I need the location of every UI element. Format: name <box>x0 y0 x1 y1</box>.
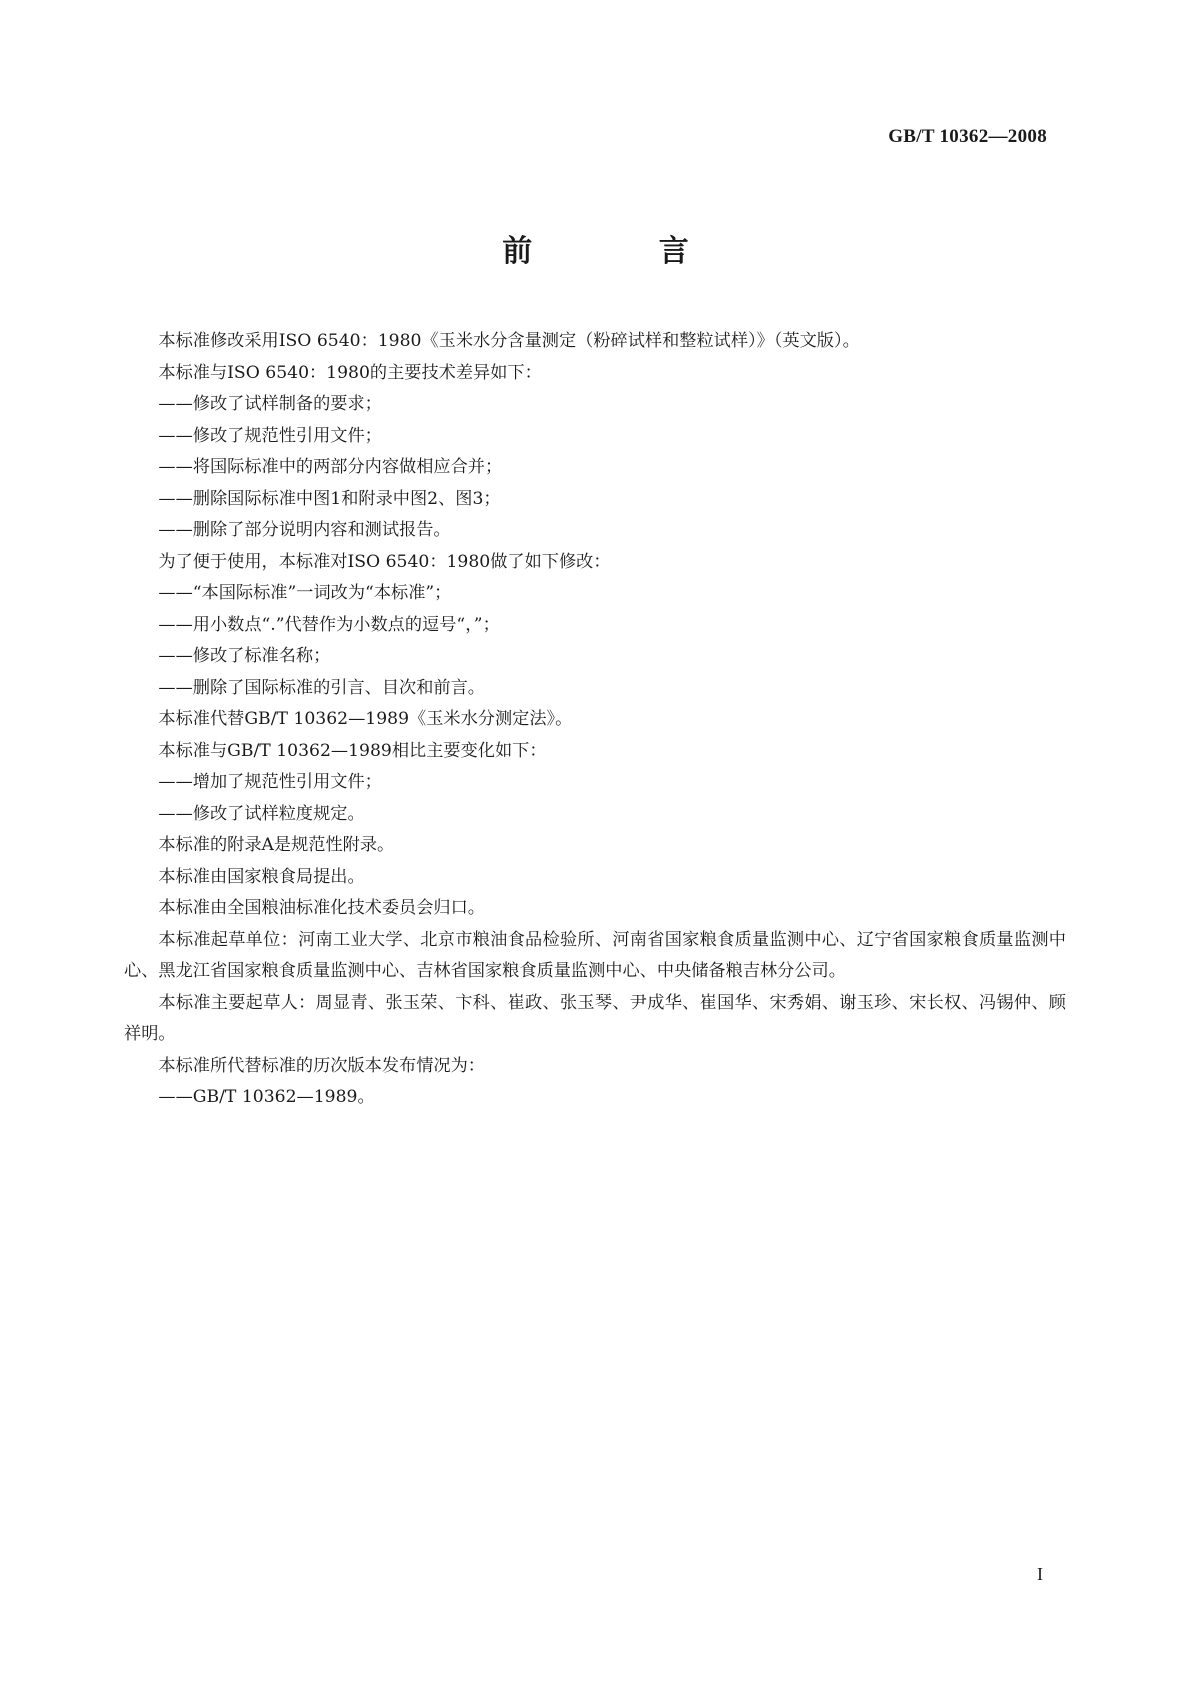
list-item: ——修改了试样粒度规定。 <box>158 803 365 824</box>
paragraph: 本标准的附录A是规范性附录。 <box>158 835 395 855</box>
paragraph: 为了便于使用，本标准对ISO 6540：1980做了如下修改： <box>158 551 611 572</box>
list-item: ——修改了试样制备的要求； <box>158 394 382 414</box>
list-item: ——用小数点“.”代替作为小数点的逗号“，”； <box>158 614 500 635</box>
paragraph: 本标准所代替标准的历次版本发布情况为： <box>158 1055 485 1076</box>
paragraph: 本标准由国家粮食局提出。 <box>158 866 365 887</box>
list-item: ——删除国际标准中图1和附录中图2、图3； <box>158 488 501 509</box>
page-number: I <box>1037 1564 1043 1584</box>
drafting-units-paragraph: 本标准起草单位：河南工业大学、北京市粮油食品检验所、河南省国家粮食质量监测中心、辽宁省国家粮食质量监测中心、黑龙江省国家粮食质量监测中心、吉林省国家粮食质量监测中心、中央储备粮吉林分公司。 <box>124 929 1066 981</box>
list-item: ——GB/T 10362—1989。 <box>158 1087 375 1107</box>
list-item: ——删除了国际标准的引言、目次和前言。 <box>158 677 485 698</box>
paragraph: 本标准由全国粮油标准化技术委员会归口。 <box>158 898 485 918</box>
list-item: ——将国际标准中的两部分内容做相应合并； <box>158 457 503 477</box>
standard-code: GB/T 10362—2008 <box>888 126 1047 147</box>
paragraph: 本标准代替GB/T 10362—1989《玉米水分测定法》。 <box>158 709 573 729</box>
paragraph: 本标准修改采用ISO 6540：1980《玉米水分含量测定（粉碎试样和整粒试样）》（英文版）。 <box>158 331 860 351</box>
list-item: ——删除了部分说明内容和测试报告。 <box>158 520 451 540</box>
foreword-body <box>124 326 1066 1114</box>
list-item: ——修改了规范性引用文件； <box>158 425 382 446</box>
page-title: 前 言 <box>502 234 747 269</box>
list-item: ——“本国际标准”一词改为“本标准”； <box>158 583 452 603</box>
paragraph: 本标准与ISO 6540：1980的主要技术差异如下： <box>158 362 542 383</box>
list-item: ——修改了标准名称； <box>158 646 331 666</box>
list-item: ——增加了规范性引用文件； <box>158 772 382 792</box>
paragraph: 本标准与GB/T 10362—1989相比主要变化如下： <box>158 740 547 761</box>
drafters-paragraph: 本标准主要起草人：周显青、张玉荣、卞科、崔政、张玉琴、尹成华、崔国华、宋秀娟、谢玉珍、宋长权、冯锡仲、顾祥明。 <box>124 992 1066 1044</box>
